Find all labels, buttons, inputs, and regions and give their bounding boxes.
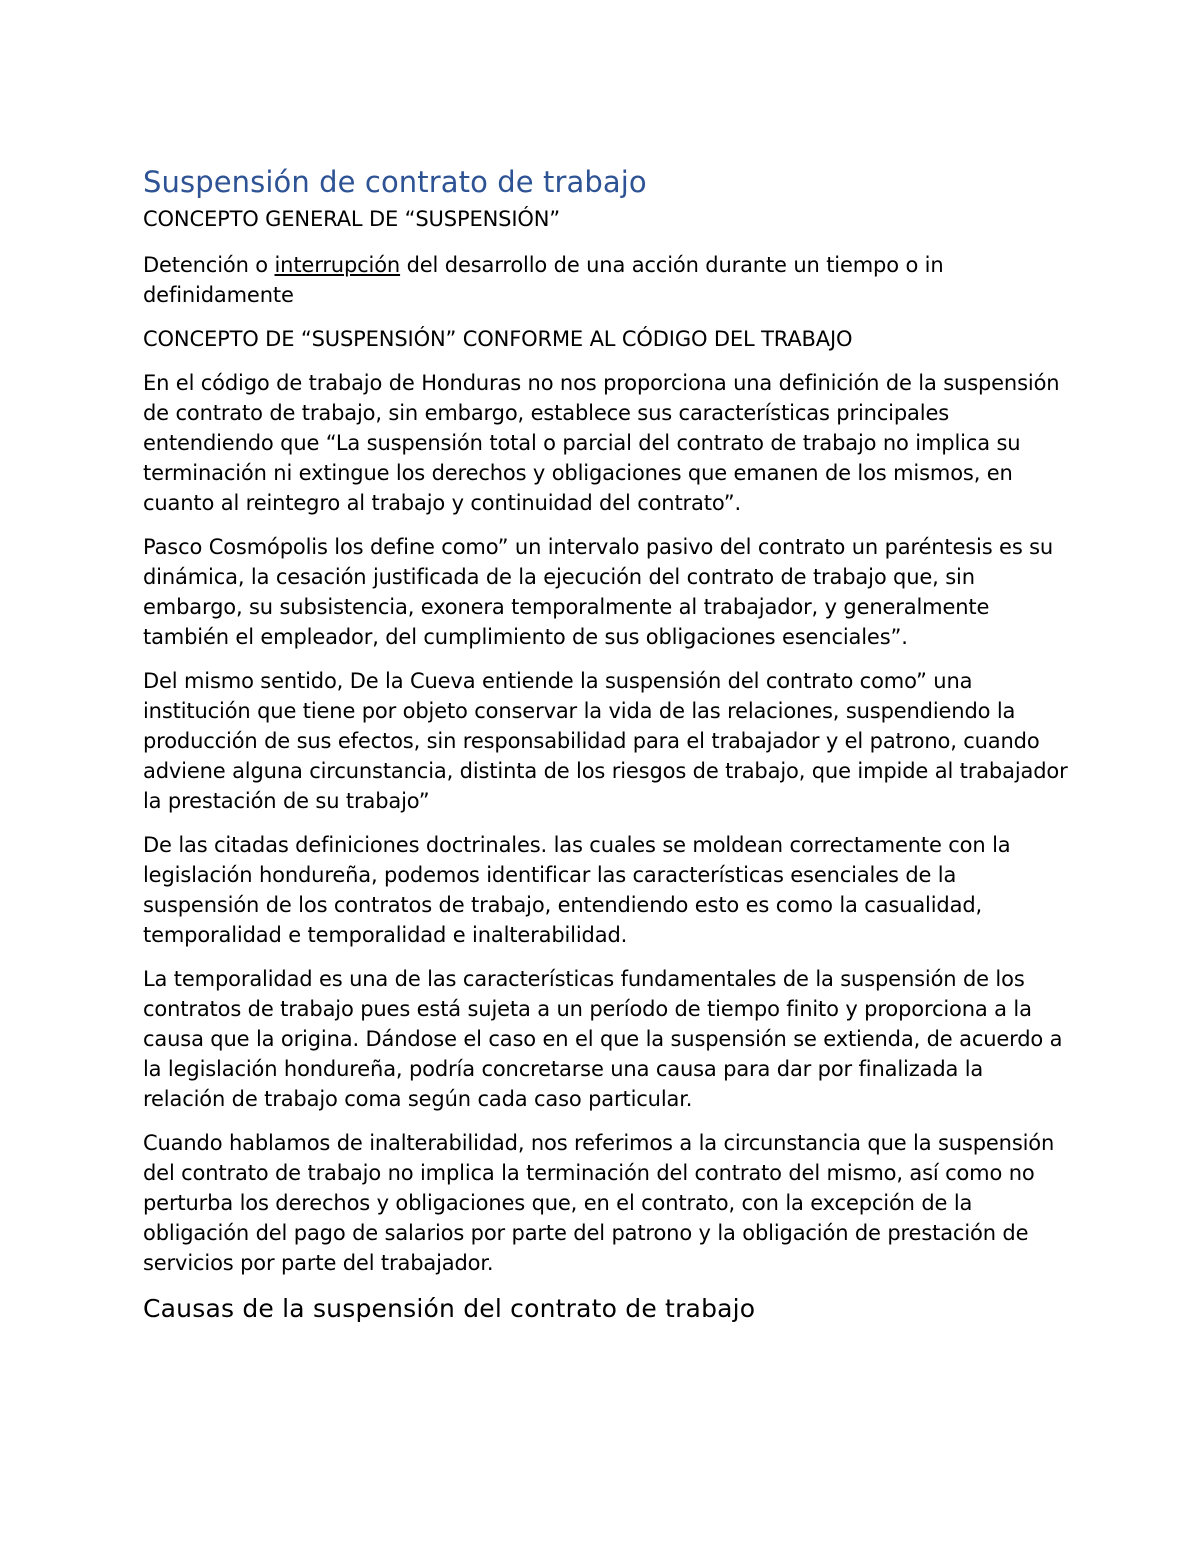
section-heading-general: CONCEPTO GENERAL DE “SUSPENSIÓN” [143,207,561,231]
definition-paragraph [143,250,1068,310]
section-heading-code: CONCEPTO DE “SUSPENSIÓN” CONFORME AL CÓDIGO DEL TRABAJO [143,327,853,351]
paragraph-definiciones: De las citadas definiciones doctrinales. las cuales se moldean correctamente con la legislación hondureña, podemos identificar las características esenciales de la suspensión de los contratos de trabajo, entendiendo esto es como la casualidad, temporalidad e temporalidad e inalterabilidad. [143,833,1011,947]
paragraph-pasco: Pasco Cosmópolis los define como” un intervalo pasivo del contrato un paréntesis es su dinámica, la cesación justificada de la ejecución del contrato de trabajo que, sin embargo, su subsistencia, exonera temporalmente al trabajador, y generalmente también el empleador, del cumplimiento de sus obligaciones esenciales”. [143,535,1054,649]
paragraph-inalterabilidad: Cuando hablamos de inalterabilidad, nos referimos a la circunstancia que la suspensión del contrato de trabajo no implica la terminación del contrato del mismo, así como no perturba los derechos y obligaciones que, en el contrato, con la excepción de la obligación del pago de salarios por parte del patrono y la obligación de prestación de servicios por parte del trabajador. [143,1131,1055,1275]
interruption-link[interactable]: interrupción [274,253,401,277]
paragraph-codigo: En el código de trabajo de Honduras no nos proporciona una definición de la suspensión de contrato de trabajo, sin embargo, establece sus características principales entendiendo que “La suspensión total o parcial del contrato de trabajo no implica su terminación ni extingue los derechos y obligaciones que emanen de los mismos, en cuanto al reintegro al trabajo y continuidad del contrato”. [143,371,1060,515]
definition-text-after: del desarrollo de una acción durante un tiempo o in definidamente [143,253,944,307]
document-page [143,164,1068,1326]
document-title: Suspensión de contrato de trabajo [143,165,647,199]
paragraph-temporalidad: La temporalidad es una de las características fundamentales de la suspensión de los contratos de trabajo pues está sujeta a un período de tiempo finito y proporciona a la causa que la origina. Dándose el caso en el que la suspensión se extienda, de acuerdo a la legislación hondureña, podría concretarse una causa para dar por finalizada la relación de trabajo coma según cada caso particular. [143,967,1063,1111]
causes-subheading: Causas de la suspensión del contrato de trabajo [143,1294,756,1323]
definition-text-before: Detención o [143,253,275,277]
paragraph-cueva: Del mismo sentido, De la Cueva entiende la suspensión del contrato como” una institución que tiene por objeto conservar la vida de las relaciones, suspendiendo la producción de sus efectos, sin responsabilidad para el trabajador y el patrono, cuando adviene alguna circunstancia, distinta de los riesgos de trabajo, que impide al trabajador la prestación de su trabajo” [143,669,1068,813]
